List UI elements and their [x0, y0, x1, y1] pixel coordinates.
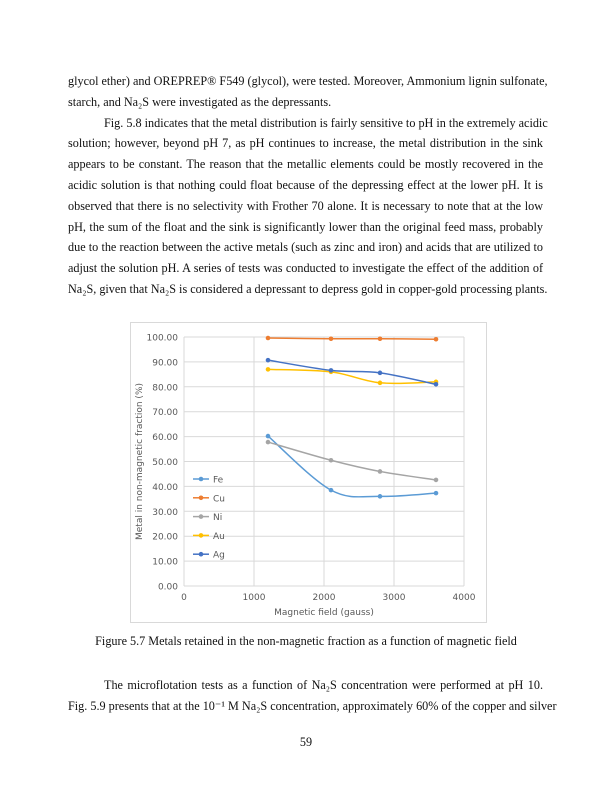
x-tick-label: 1000 [242, 593, 266, 603]
y-tick-label: 80.00 [152, 383, 178, 394]
page-number: 59 [299, 735, 313, 749]
y-tick-label: 30.00 [152, 507, 178, 518]
y-tick-label: 50.00 [152, 458, 178, 468]
data-point-fe [434, 491, 439, 496]
data-point-cu [378, 336, 383, 341]
text-line: pH, the sum of the float and the sink is significantly lower than the original feed mass, probably [68, 219, 543, 234]
y-tick-label: 90.00 [152, 358, 178, 369]
text-line: appears to be constant. The reason that the metallic elements could be mostly recovered in the [68, 157, 543, 172]
legend-marker-ag [199, 552, 204, 557]
data-point-ag [329, 368, 334, 373]
x-tick-label: 0 [181, 593, 187, 603]
y-tick-label: 70.00 [152, 408, 178, 419]
data-point-ag [434, 382, 439, 387]
data-point-ni [378, 469, 383, 474]
text-line: due to the reaction between the active metals (such as zinc and iron) and acids that are utilized to [68, 240, 543, 255]
data-point-ag [378, 371, 383, 376]
text-line: The microflotation tests as a function of Na₂S concentration were performed at pH 10. [104, 678, 543, 692]
data-point-cu [434, 337, 439, 342]
x-tick-label: 3000 [382, 593, 406, 603]
data-point-ni [329, 458, 334, 463]
data-point-fe [378, 494, 383, 499]
legend-marker-cu [199, 496, 204, 501]
data-point-ag [266, 358, 271, 363]
y-tick-label: 100.00 [146, 333, 178, 344]
text-line: adjust the solution pH. A series of tests was conducted to investigate the effect of the addition of [68, 261, 543, 276]
x-tick-label: 2000 [312, 593, 336, 603]
data-point-ni [266, 440, 271, 445]
legend-marker-ni [199, 514, 204, 519]
series-line-fe [268, 436, 436, 497]
x-tick-label: 4000 [452, 593, 476, 603]
text-line: Fig. 5.9 presents that at the 10⁻¹ M Na₂S concentration, approximately 60% of the copper and silver [68, 698, 557, 713]
text-line: Fig. 5.8 indicates that the metal distribution is fairly sensitive to pH in the extremely acidic [104, 115, 548, 130]
figure-5-7-chart [130, 322, 487, 623]
y-axis-label: Metal in non-magnetic fraction (%) [135, 382, 145, 541]
legend-marker-au [199, 533, 204, 538]
y-tick-label: 40.00 [152, 482, 178, 493]
y-tick-label: 60.00 [152, 433, 178, 444]
data-point-cu [329, 336, 334, 341]
y-tick-label: 10.00 [152, 557, 178, 568]
y-tick-label: 0.00 [157, 582, 178, 593]
legend-label: Ni [213, 513, 223, 524]
text-line: observed that there is no selectivity with Frother 70 alone. It is necessary to note that at the low [68, 198, 543, 213]
data-point-au [266, 367, 271, 372]
data-point-fe [266, 434, 271, 439]
legend-label: Fe [213, 475, 224, 486]
data-point-cu [266, 336, 271, 341]
text-line: solution; however, beyond pH 7, as pH continues to increase, the metal distribution in the sink [68, 136, 543, 151]
series-line-cu [268, 338, 436, 339]
legend-label: Cu [213, 494, 225, 505]
text-line: Na₂S, given that Na₂S is considered a depressant to depress gold in copper-gold processing plants. [68, 282, 548, 296]
series-line-ag [268, 360, 436, 384]
legend-label: Au [213, 531, 225, 542]
y-tick-label: 20.00 [152, 532, 178, 543]
data-point-ni [434, 478, 439, 483]
figure-caption: Figure 5.7 Metals retained in the non-magnetic fraction as a function of magnetic field [95, 634, 517, 648]
x-axis-label: Magnetic field (gauss) [274, 608, 374, 618]
data-point-fe [329, 488, 334, 493]
text-line: glycol ether) and OREPREP® F549 (glycol), were tested. Moreover, Ammonium lignin sulfonate, [68, 74, 548, 88]
line-chart [131, 323, 486, 622]
legend-label: Ag [213, 550, 225, 561]
legend-marker-fe [199, 477, 204, 482]
text-line: starch, and Na₂S were investigated as the depressants. [68, 94, 332, 109]
data-point-au [378, 381, 383, 386]
text-line: acidic solution is that nothing could float because of the depressing effect at the lower pH. It is [68, 178, 543, 192]
